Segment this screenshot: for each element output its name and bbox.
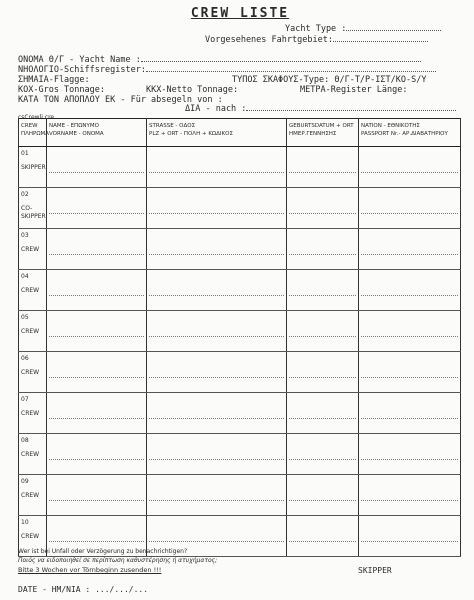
gros-tonnage-field[interactable]: ΚΟΧ-Gros Tonnage: [18,85,105,95]
crew-address-cell[interactable] [147,147,287,188]
crew-address-cell[interactable] [147,229,287,270]
col-address: STRASSE - ΟΔΟΣ PLZ + ORT - ΠΟΛΗ + ΚΩΔΙΚΟΣ [147,119,287,147]
crew-role-cell [19,188,47,229]
fahrtgebiet-label: Vorgesehenes Fahrtgebiet: [205,35,428,45]
crew-role-cell [19,229,47,270]
skipper-signature-label: SKIPPER [358,566,392,575]
crew-role-label: 02 CO- SKIPPER [21,191,46,220]
crew-nation-cell[interactable] [359,229,461,270]
crew-role-label: 10 CREW [21,519,40,540]
crew-nation-cell[interactable] [359,311,461,352]
crew-nation-cell[interactable] [359,393,461,434]
crew-address-cell[interactable] [147,475,287,516]
crew-name-cell[interactable] [47,352,147,393]
flagge-field[interactable]: ΣΗΜΑΙΑ-Flagge: [18,75,90,85]
crew-role-label: 04 CREW [21,273,40,294]
crew-role-cell [19,311,47,352]
nach-field[interactable]: ΔΙΑ - nach : [185,104,456,114]
crew-birth-cell[interactable] [287,434,359,475]
crew-address-cell[interactable] [147,311,287,352]
crew-role-label: 06 CREW [21,355,40,376]
crew-address-cell[interactable] [147,352,287,393]
crew-row [19,188,461,229]
crew-nation-cell[interactable] [359,188,461,229]
crew-nation-cell[interactable] [359,434,461,475]
crew-role-cell [19,147,47,188]
crew-role-label: 01 SKIPPER [21,150,46,171]
crew-role-label: 03 CREW [21,232,40,253]
crew-name-cell[interactable] [47,393,147,434]
crew-table [18,118,461,557]
crew-nation-cell[interactable] [359,516,461,557]
crew-name-cell[interactable] [47,188,147,229]
crew-role-label: 08 CREW [21,437,40,458]
crew-birth-cell[interactable] [287,311,359,352]
crew-row [19,393,461,434]
crew-name-cell[interactable] [47,475,147,516]
crew-birth-cell[interactable] [287,229,359,270]
crew-row [19,229,461,270]
crew-role-label: 07 CREW [21,396,40,417]
register-laenge-field[interactable]: ΜΕΤΡΑ-Register Länge: [300,85,408,95]
crew-row [19,434,461,475]
crew-birth-cell[interactable] [287,188,359,229]
page-title: CREW LISTE [190,6,290,21]
crew-address-cell[interactable] [147,270,287,311]
crew-role-cell [19,475,47,516]
crew-name-cell[interactable] [47,270,147,311]
crew-name-cell[interactable] [47,434,147,475]
crew-name-cell[interactable] [47,311,147,352]
crew-birth-cell[interactable] [287,393,359,434]
absegeln-field[interactable]: ΚΑΤΑ ΤΟΝ ΑΠΟΠΛΟΥ ΕΚ - Für absegeln von : [18,95,223,105]
crew-table-header [19,119,461,147]
crew-birth-cell[interactable] [287,516,359,557]
crew-row [19,147,461,188]
crew-address-cell[interactable] [147,188,287,229]
send-note: Bitte 3 Wochen vor Törnbeginn zusenden !!! [18,566,162,574]
crew-role-label: 05 CREW [21,314,40,335]
file-name: csCrewli.cre [18,114,55,121]
crew-row [19,311,461,352]
crew-nation-cell[interactable] [359,147,461,188]
crew-row [19,270,461,311]
netto-tonnage-field[interactable]: ΚΚΧ-Netto Tonnage: [146,85,239,95]
crew-birth-cell[interactable] [287,352,359,393]
crew-birth-cell[interactable] [287,147,359,188]
crew-nation-cell[interactable] [359,270,461,311]
crew-role-label: 09 CREW [21,478,40,499]
yacht-type-label: Yacht Type : [285,24,441,34]
crew-name-cell[interactable] [47,147,147,188]
crew-address-cell[interactable] [147,434,287,475]
crew-birth-cell[interactable] [287,475,359,516]
col-name: NAME - ΕΠΩΝΥΜΟ VORNAME - ΟΝΟΜΑ [47,119,147,147]
emergency-question-greek: Ποιός να ειδοποιηθεί σε περίπτωση καθυστέρησης ή ατυχήματος; [18,557,218,564]
col-birth: GEBURTSDATUM + ORT ΗΜΕΡ.ΓΕΝΝΗΣΗΣ [287,119,359,147]
col-crew: CREW ΠΛΗΡΩΜΑ [19,119,47,147]
yacht-name-field[interactable]: ONOMA Θ/Γ - Yacht Name : [18,55,421,65]
crew-row [19,352,461,393]
emergency-question: Wer ist bei Unfall oder Verzögerung zu benachrichtigen? [18,548,188,555]
crew-role-cell [19,393,47,434]
schiffsregister-field[interactable]: ΝΗΟΛΟΓΙΟ-Schiffsregister: [18,65,436,75]
col-nation: NATION - ΕΘΝΙΚΟΤΗΣ PASSPORT Nr.- ΑΡ.ΔΙΑΒΑΤΗΡΙΟΥ [359,119,461,147]
crew-row [19,475,461,516]
crew-nation-cell[interactable] [359,352,461,393]
date-field[interactable]: DATE - ΗΜ/ΝΙΑ : .../.../... [18,585,149,594]
crew-birth-cell[interactable] [287,270,359,311]
crew-address-cell[interactable] [147,393,287,434]
type-field[interactable]: ΤΥΠΟΣ ΣΚΑΦΟΥΣ-Type: Θ/Γ-Τ/Ρ-ΙΣΤ/ΚΟ-S/Y [232,75,427,85]
crew-name-cell[interactable] [47,229,147,270]
crew-nation-cell[interactable] [359,475,461,516]
crew-role-cell [19,434,47,475]
crew-role-cell [19,270,47,311]
crew-role-cell [19,352,47,393]
